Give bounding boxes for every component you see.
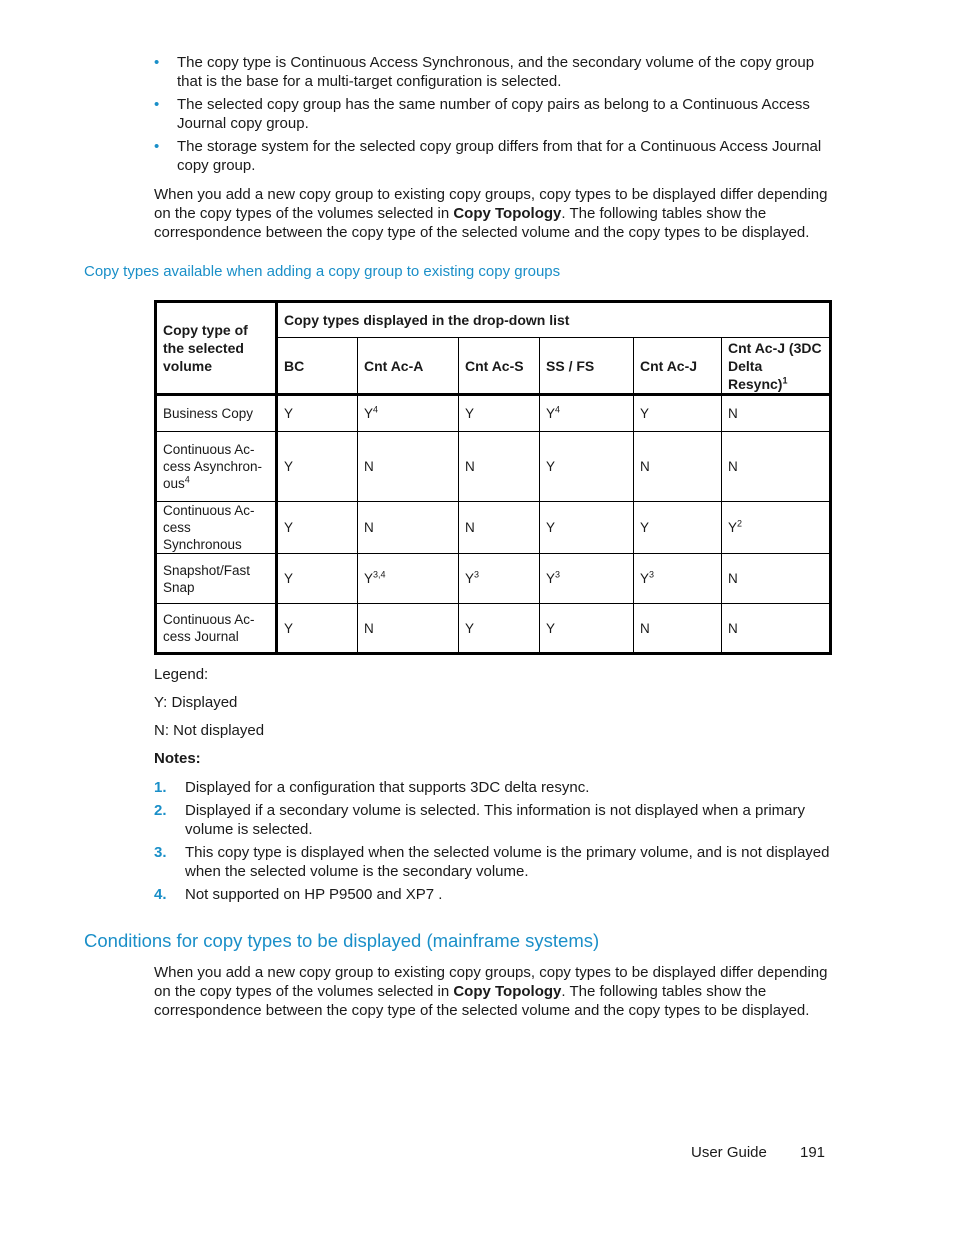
copy-types-table bbox=[154, 300, 832, 655]
table-cell: Y bbox=[540, 432, 634, 502]
table-row bbox=[156, 604, 831, 654]
legend-yes: Y: Displayed bbox=[154, 694, 238, 711]
table-heading-link[interactable]: Copy types available when adding a copy group to existing copy groups bbox=[84, 263, 561, 280]
table-cell: Y bbox=[277, 395, 358, 432]
bullet-list bbox=[154, 53, 834, 179]
table-cell: Y bbox=[459, 604, 540, 654]
column-header: Cnt Ac-J (3DC Delta Resync)$^1$ bbox=[722, 338, 831, 395]
bullet-dot-icon: • bbox=[154, 54, 160, 71]
table-cell: N bbox=[722, 395, 831, 432]
table-cell: $Y^3$ bbox=[540, 554, 634, 604]
legend-title: Legend: bbox=[154, 666, 209, 683]
bullet-dot-icon: • bbox=[154, 96, 160, 113]
intro-paragraph bbox=[154, 185, 834, 242]
note-number: 1. bbox=[154, 779, 167, 796]
table-cell: Y bbox=[459, 395, 540, 432]
footer-page-number: 191 bbox=[800, 1144, 826, 1161]
table-cell: N bbox=[459, 502, 540, 554]
table-cell: $Y^3$ bbox=[634, 554, 722, 604]
table-cell: N bbox=[722, 554, 831, 604]
note-number: 4. bbox=[154, 886, 167, 903]
table-cell: $Y^2$ bbox=[722, 502, 831, 554]
table-row bbox=[156, 432, 831, 502]
row-name: Continuous Ac-cess Synchronous bbox=[156, 502, 277, 554]
note-item bbox=[154, 843, 834, 881]
note-text: Displayed for a configuration that supports 3DC delta resync. bbox=[185, 779, 590, 796]
note-item bbox=[154, 801, 834, 839]
bullet-text: The storage system for the selected copy group differs from that for a Continuous Access Journal copy group. bbox=[177, 138, 822, 174]
table-row bbox=[156, 395, 831, 432]
row-name: Continuous Ac-cess Journal bbox=[156, 604, 277, 654]
table-cell: N bbox=[358, 432, 459, 502]
note-number: 3. bbox=[154, 844, 167, 861]
bullet-text: The copy type is Continuous Access Synchronous, and the secondary volume of the copy group that is the base for a multi-target configuration is selected. bbox=[177, 54, 815, 90]
intro-text-before: When you add a new copy group to existing copy groups, copy types to be displayed differ depending on the copy types of the volumes selected in bbox=[154, 186, 828, 222]
table-cell: Y bbox=[634, 395, 722, 432]
corner-header: Copy type of the selected volume bbox=[156, 302, 277, 395]
notes-list bbox=[154, 778, 834, 908]
table-cell: Y bbox=[277, 604, 358, 654]
column-header: SS / FS bbox=[540, 338, 634, 395]
note-text: Not supported on HP P9500 and XP7 . bbox=[185, 886, 443, 903]
row-name: Continuous Ac-cess Asynchron-ous$^4$ bbox=[156, 432, 277, 502]
intro-text-after: . The following tables show the correspondence between the copy type of the selected volume and the copy types to be displayed. bbox=[154, 205, 810, 241]
bullet-text: The selected copy group has the same number of copy pairs as belong to a Continuous Access Journal copy group. bbox=[177, 96, 810, 132]
table-cell: Y bbox=[540, 604, 634, 654]
table-cell: N bbox=[722, 432, 831, 502]
table-cell: Y bbox=[277, 502, 358, 554]
table-cell: N bbox=[358, 502, 459, 554]
table-cell: $Y^3$ bbox=[459, 554, 540, 604]
column-header: Cnt Ac-S bbox=[459, 338, 540, 395]
column-header: BC bbox=[277, 338, 358, 395]
table-cell: $Y^4$ bbox=[358, 395, 459, 432]
group-header: Copy types displayed in the drop-down list bbox=[277, 302, 831, 338]
table-cell: Y bbox=[277, 432, 358, 502]
table-cell: Y bbox=[540, 502, 634, 554]
bullet-dot-icon: • bbox=[154, 138, 160, 155]
bullet-item bbox=[154, 95, 834, 133]
table-row bbox=[156, 554, 831, 604]
note-number: 2. bbox=[154, 802, 167, 819]
table-cell: N bbox=[459, 432, 540, 502]
section-text-after: . The following tables show the correspondence between the copy type of the selected volume and the copy types to be displayed. bbox=[154, 983, 810, 1019]
table-cell: N bbox=[634, 604, 722, 654]
section-bold-term: Copy Topology bbox=[453, 983, 562, 1000]
table-cell: $Y^4$ bbox=[540, 395, 634, 432]
note-text: This copy type is displayed when the selected volume is the primary volume, and is not displayed when the selected volume is the secondary volume. bbox=[185, 844, 830, 880]
table-cell: N bbox=[358, 604, 459, 654]
note-item bbox=[154, 885, 834, 904]
note-item bbox=[154, 778, 834, 797]
table-cell: N bbox=[722, 604, 831, 654]
table-cell: Y bbox=[634, 502, 722, 554]
row-name: Snapshot/Fast Snap bbox=[156, 554, 277, 604]
bullet-item bbox=[154, 53, 834, 91]
table-cell: Y bbox=[277, 554, 358, 604]
note-text: Displayed if a secondary volume is selected. This information is not displayed when a primary volume is selected. bbox=[185, 802, 806, 838]
legend-no: N: Not displayed bbox=[154, 722, 265, 739]
intro-bold-term: Copy Topology bbox=[453, 205, 562, 222]
bullet-item bbox=[154, 137, 834, 175]
footer-guide-title: User Guide bbox=[691, 1144, 767, 1161]
notes-label: Notes: bbox=[154, 750, 201, 767]
table-row bbox=[156, 502, 831, 554]
section-heading: Conditions for copy types to be displayed (mainframe systems) bbox=[84, 930, 600, 951]
table-cell: N bbox=[634, 432, 722, 502]
column-header: Cnt Ac-A bbox=[358, 338, 459, 395]
table-cell: Y$^{3,4}$ bbox=[358, 554, 459, 604]
section-paragraph bbox=[154, 963, 834, 1020]
column-header: Cnt Ac-J bbox=[634, 338, 722, 395]
row-name: Business Copy bbox=[156, 395, 277, 432]
section-text-before: When you add a new copy group to existing copy groups, copy types to be displayed differ depending on the copy types of the volumes selected in bbox=[154, 964, 828, 1000]
